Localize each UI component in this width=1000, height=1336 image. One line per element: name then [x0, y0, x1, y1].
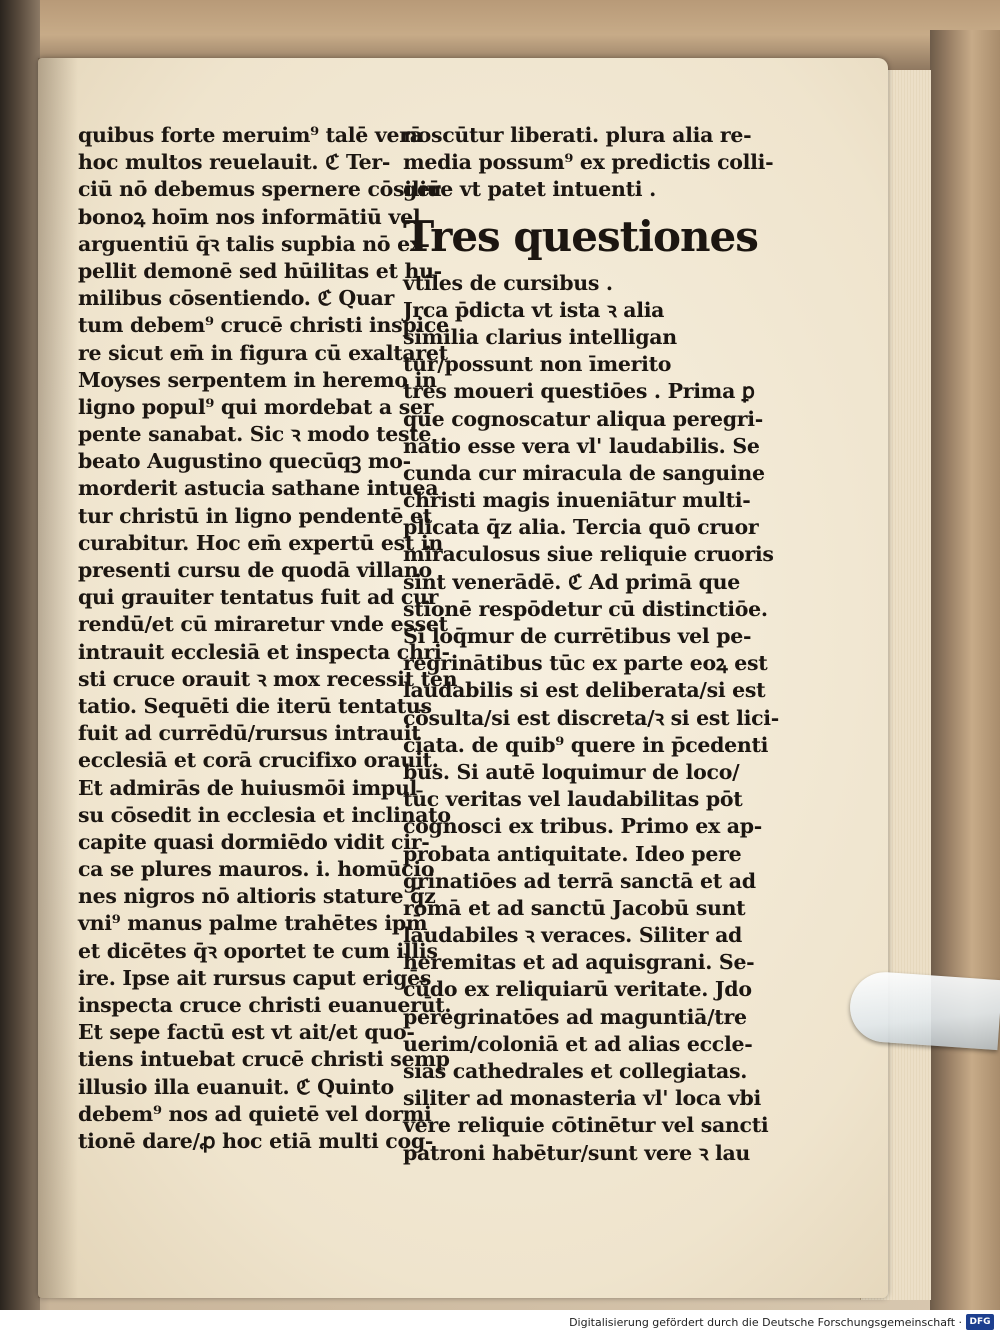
text-line: patroni habētur/sunt vere ꝛ lau — [403, 1140, 751, 1165]
text-line: media possum⁹ ex predictis colli- — [403, 150, 774, 175]
text-line: similia clarius intelligan — [403, 324, 677, 349]
text-line: noscūtur liberati. plura alia re- — [403, 123, 752, 147]
text-line: uerim/coloniā et ad alias eccle- — [403, 1031, 753, 1056]
text-line: hoc multos reuelauit. ℭ Ter- — [78, 150, 391, 175]
text-line: laudabiles ꝛ veraces. Siliter ad — [403, 923, 743, 948]
text-line: que cognoscatur aliqua peregri- — [403, 406, 763, 431]
text-line: ecclesiā et corā crucifixo orauit. — [78, 748, 439, 773]
text-line: romā et ad sanctū Jacobū sunt — [403, 895, 746, 920]
text-line: illusio illa euanuit. ℭ Quinto — [78, 1074, 394, 1099]
text-line: tur christū in ligno pendentē et — [78, 503, 432, 528]
text-line: qui grauiter tentatus fuit ad cur — [78, 585, 439, 610]
text-line: Et sepe factū est vt ait/et quo- — [78, 1020, 415, 1045]
text-line: sint venerādē. ℭ Ad primā que — [403, 569, 741, 594]
text-line: su cōsedit in ecclesia et inclinato — [78, 802, 451, 827]
text-line: heremitas et ad aquisgrani. Se- — [403, 950, 755, 975]
text-line: natio esse vera vl' laudabilis. Se — [403, 433, 760, 458]
text-line: tum debem⁹ crucē christi inspice — [78, 313, 449, 338]
text-line: grinatiōes ad terrā sanctā et ad — [403, 868, 756, 893]
text-line: Et admirās de huiusmōi impul — [78, 775, 418, 800]
footer-bar — [0, 1310, 1000, 1336]
section-heading: Tres questiones — [403, 211, 758, 261]
text-line: sti cruce orauit ꝛ mox recessit ten — [78, 666, 458, 691]
text-line: inspecta cruce christi euanuerūt. — [78, 993, 452, 1017]
funding-notice: Digitalisierung gefördert durch die Deutsche Forschungsgemeinschaft · — [569, 1316, 962, 1329]
text-line: capite quasi dormiēdo vidit cir- — [78, 829, 430, 854]
text-line: intrauit ecclesiā et inspecta chri- — [78, 639, 450, 664]
text-line: nes nigros nō altioris stature q̄z — [78, 884, 436, 909]
book-cover-right-edge — [930, 30, 1000, 1310]
left-text-column — [78, 122, 458, 1155]
right-column-top-lines — [403, 122, 774, 204]
text-line: arguentiū q̄ꝛ talis supbia nō ex- — [78, 231, 430, 256]
text-line: regrinātibus tūc ex parte eoꝝ est — [403, 651, 768, 676]
text-line: bonoꝝ hoīm nos informātiū vel — [78, 204, 421, 229]
text-line: vere reliquie cōtinētur vel sancti — [403, 1113, 769, 1138]
text-line: tres moueri questiōes . Prima ꝑ — [403, 379, 755, 404]
glass-weight-holder — [848, 970, 1000, 1050]
text-line: christi magis inueniātur multi- — [403, 488, 751, 513]
dfg-logo: DFG — [966, 1314, 994, 1330]
text-line: peregrinatōes ad maguntiā/tre — [403, 1004, 747, 1029]
text-line: cognosci ex tribus. Primo ex ap- — [403, 814, 762, 839]
right-text-column — [403, 122, 779, 1167]
text-line: cōsulta/si est discreta/ꝛ si est lici- — [403, 705, 779, 730]
text-line: Jrca p̄dicta vt ista ꝛ alia — [403, 297, 665, 322]
text-line: tatio. Sequēti die iterū tentatus — [78, 693, 432, 718]
text-line: probata antiquitate. Ideo pere — [403, 841, 742, 866]
text-line: pente sanabat. Sic ꝛ modo teste — [78, 422, 432, 447]
text-line: presenti cursu de quodā villano — [78, 558, 432, 582]
text-line: re sicut em̄ in figura cū exaltaret — [78, 340, 448, 365]
text-line: Si loq̄mur de currētibus vel pe- — [403, 624, 752, 648]
book-page — [38, 58, 888, 1298]
text-line: rendū/et cū miraretur vnde esset — [78, 612, 448, 637]
text-line: curabitur. Hoc em̄ expertū est in — [78, 530, 443, 555]
book-spine — [0, 0, 40, 1310]
right-column-body-lines — [403, 270, 779, 1167]
text-line: tūc veritas vel laudabilitas pōt — [403, 787, 743, 812]
text-line: ca se plures mauros. i. homūcio — [78, 857, 435, 882]
text-line: gere vt patet intuenti . — [403, 177, 656, 202]
text-line: milibus cōsentiendo. ℭ Quar — [78, 286, 395, 311]
text-line: ciata. de quib⁹ quere in p̄cedenti — [403, 732, 769, 757]
text-line: vni⁹ manus palme trahētes ipm̄ — [78, 911, 428, 936]
text-line: fuit ad currēdū/rursus intrauit — [78, 721, 421, 746]
text-line: pellit demonē sed hūilitas et hu- — [78, 258, 442, 283]
text-line: quibus forte meruim⁹ talē verā — [78, 123, 423, 147]
text-line: cūdo ex reliquiarū veritate. Jdo — [403, 977, 752, 1002]
text-line: bus. Si autē loquimur de loco/ — [403, 759, 740, 784]
page-gutter-shadow — [38, 58, 78, 1298]
text-line: Moyses serpentem in heremo in — [78, 367, 437, 392]
text-line: vtiles de cursibus . — [403, 270, 613, 295]
text-line: beato Augustino quecūqꝫ mo- — [78, 449, 411, 474]
text-line: ire. Ipse ait rursus caput erigēs — [78, 965, 432, 990]
text-line: tur/possunt non īmerito — [403, 352, 672, 377]
text-line: tionē dare/ꝓ hoc etiā multi cog- — [78, 1128, 434, 1153]
text-line: ligno popul⁹ qui mordebat a ser — [78, 394, 434, 419]
text-line: laudabilis si est deliberata/si est — [403, 678, 766, 703]
text-line: tiens intuebat crucē christi semp — [78, 1047, 450, 1072]
text-line: et dicētes q̄ꝛ oportet te cum illis — [78, 938, 438, 963]
text-line: miraculosus siue reliquie cruoris — [403, 542, 774, 567]
text-line: debem⁹ nos ad quietē vel dormi — [78, 1101, 432, 1126]
text-line: plicata q̄z alia. Tercia quō cruor — [403, 515, 759, 540]
text-line: sias cathedrales et collegiatas. — [403, 1059, 748, 1083]
text-line: stionē respōdetur cū distinctiōe. — [403, 596, 768, 621]
text-line: ciū nō debemus spernere cōsiliū — [78, 177, 442, 202]
text-line: siliter ad monasteria vl' loca vbi — [403, 1086, 762, 1111]
text-line: morderit astucia sathane intuea — [78, 476, 439, 501]
text-line: cunda cur miracula de sanguine — [403, 460, 765, 485]
